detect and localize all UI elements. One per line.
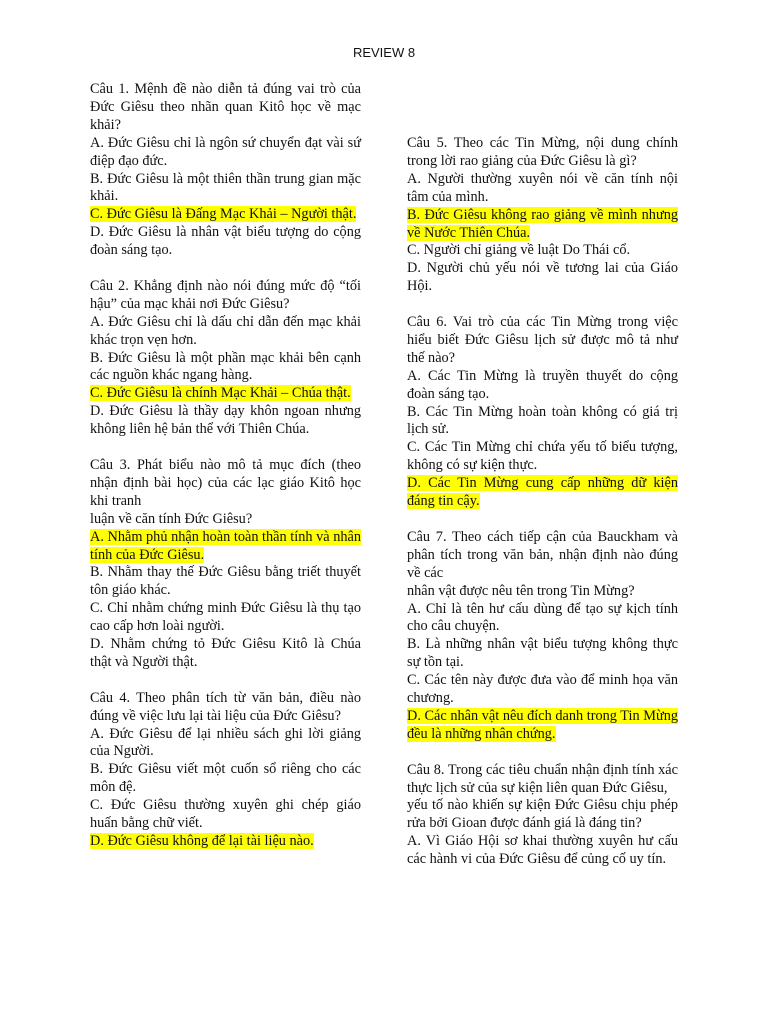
- answer-option: [90, 511, 361, 529]
- question-text: [90, 457, 361, 511]
- highlighted-text: D. Các Tin Mừng cung cấp những dữ kiện đáng tin cậy.: [407, 475, 678, 510]
- line-text: nhân vật được nêu tên trong Tin Mừng?: [407, 582, 635, 599]
- line-text: luận về căn tính Đức Giêsu?: [90, 510, 253, 527]
- answer-option: [90, 600, 361, 636]
- question-text: [90, 278, 361, 314]
- line-text: Câu 5. Theo các Tin Mừng, nội dung chính trong lời rao giảng của Đức Giêsu là gì?: [407, 135, 678, 169]
- question-block: [90, 278, 361, 439]
- line-text: C. Các tên này được đưa vào để minh họa văn chương.: [407, 672, 678, 707]
- highlighted-text: B. Đức Giêsu không rao giảng về mình nhưng về Nước Thiên Chúa.: [407, 206, 678, 241]
- line-text: A. Người thường xuyên nói về căn tính nội tâm của mình.: [407, 170, 678, 205]
- line-text: A. Chỉ là tên hư cấu dùng để tạo sự kịch tính cho câu chuyện.: [407, 600, 678, 635]
- highlighted-text: C. Đức Giêsu là Đấng Mạc Khải – Người thật.: [90, 206, 357, 223]
- answer-option: [90, 761, 361, 797]
- line-text: Câu 3. Phát biểu nào mô tả mục đích (theo nhận định bài học) của các lạc giáo Kitô học khi tranh: [90, 457, 361, 509]
- line-text: C. Chỉ nhằm chứng minh Đức Giêsu là thụ tạo cao cấp hơn loài người.: [90, 600, 361, 635]
- line-text: B. Nhằm thay thế Đức Giêsu bằng triết thuyết tôn giáo khác.: [90, 564, 361, 599]
- line-text: Câu 4. Theo phân tích từ văn bản, điều nào đúng về việc lưu lại tài liệu của Đức Giêsu?: [90, 689, 361, 724]
- line-text: C. Các Tin Mừng chỉ chứa yếu tố biểu tượng, không có sự kiện thực.: [407, 439, 678, 474]
- answer-option: [90, 314, 361, 350]
- right-column: [407, 135, 678, 887]
- question-block: [90, 457, 361, 672]
- question-text: [407, 314, 678, 368]
- line-text: A. Các Tin Mừng là truyền thuyết do cộng đoàn sáng tạo.: [407, 367, 678, 402]
- answer-option: [407, 171, 678, 207]
- answer-option-highlighted: [407, 475, 678, 511]
- line-text: D. Đức Giêsu là nhân vật biểu tượng do cộng đoàn sáng tạo.: [90, 224, 361, 259]
- answer-option: [90, 564, 361, 600]
- left-column: [90, 81, 361, 869]
- answer-option-highlighted: [90, 206, 361, 224]
- answer-option: [407, 439, 678, 475]
- question-text: [90, 81, 361, 135]
- answer-option: [407, 260, 678, 296]
- line-text: B. Đức Giêsu là một thiên thần trung gian mặc khải.: [90, 170, 361, 205]
- line-text: B. Là những nhân vật biểu tượng không thực sự tồn tại.: [407, 636, 678, 671]
- answer-option: [407, 404, 678, 440]
- answer-option: [90, 350, 361, 386]
- answer-option: [407, 636, 678, 672]
- answer-option: [407, 797, 678, 833]
- answer-option-highlighted: [407, 708, 678, 744]
- question-text: [407, 529, 678, 583]
- answer-option: [90, 171, 361, 207]
- line-text: D. Nhằm chứng tỏ Đức Giêsu Kitô là Chúa thật và Người thật.: [90, 636, 361, 670]
- answer-option: [407, 833, 678, 869]
- line-text: C. Đức Giêsu thường xuyên ghi chép giáo huấn bằng chữ viết.: [90, 797, 361, 832]
- question-text: [407, 135, 678, 171]
- question-block: [407, 529, 678, 744]
- answer-option-highlighted: [407, 207, 678, 243]
- answer-option: [407, 368, 678, 404]
- line-text: yếu tố nào khiến sự kiện Đức Giêsu chịu phép rửa bởi Gioan được đánh giá là đáng tin?: [407, 797, 678, 832]
- answer-option: [407, 672, 678, 708]
- line-text: Câu 8. Trong các tiêu chuẩn nhận định tính xác thực lịch sử của sự kiện liên quan Đức Giêsu,: [407, 761, 678, 796]
- line-text: D. Đức Giêsu là thầy dạy khôn ngoan nhưng không liên hệ bản thể với Thiên Chúa.: [90, 403, 361, 438]
- question-text: [407, 762, 678, 798]
- highlighted-text: A. Nhằm phủ nhận hoàn toàn thần tính và nhân tính của Đức Giêsu.: [90, 528, 361, 563]
- line-text: A. Đức Giêsu để lại nhiều sách ghi lời giảng của Người.: [90, 725, 361, 760]
- line-text: Câu 7. Theo cách tiếp cận của Bauckham và phân tích trong văn bản, nhận định nào đúng về các: [407, 528, 678, 581]
- line-text: B. Đức Giêsu là một phần mạc khải bên cạnh các nguồn khác ngang hàng.: [90, 349, 361, 384]
- highlighted-text: D. Các nhân vật nêu đích danh trong Tin Mừng đều là những nhân chứng.: [407, 707, 678, 742]
- line-text: Câu 6. Vai trò của các Tin Mừng trong việc hiểu biết Đức Giêsu lịch sử được mô tả như thế nào?: [407, 314, 678, 366]
- answer-option: [407, 583, 678, 601]
- question-block: [90, 690, 361, 851]
- page-title: REVIEW 8: [352, 45, 416, 60]
- answer-option: [90, 403, 361, 439]
- line-text: B. Đức Giêsu viết một cuốn sổ riêng cho các môn đệ.: [90, 761, 361, 796]
- line-text: A. Đức Giêsu chỉ là dấu chỉ dẫn đến mạc khải khác trọn vẹn hơn.: [90, 313, 361, 348]
- line-text: Câu 1. Mệnh đề nào diễn tả đúng vai trò của Đức Giêsu theo nhãn quan Kitô học về mạc khải?: [90, 81, 361, 133]
- answer-option: [407, 601, 678, 637]
- answer-option-highlighted: [90, 529, 361, 565]
- question-block: [90, 81, 361, 260]
- question-block: [407, 314, 678, 511]
- answer-option: [407, 242, 678, 260]
- answer-option: [90, 797, 361, 833]
- line-text: B. Các Tin Mừng hoàn toàn không có giá trị lịch sử.: [407, 403, 678, 438]
- line-text: Câu 2. Khẳng định nào nói đúng mức độ “tối hậu” của mạc khải nơi Đức Giêsu?: [90, 277, 361, 312]
- line-text: A. Vì Giáo Hội sơ khai thường xuyên hư cấu các hành vi của Đức Giêsu để củng cố uy tín.: [407, 833, 678, 868]
- answer-option: [90, 726, 361, 762]
- question-block: [407, 762, 678, 869]
- answer-option: [90, 224, 361, 260]
- line-text: D. Người chủ yếu nói về tương lai của Giáo Hội.: [407, 260, 678, 295]
- answer-option-highlighted: [90, 833, 361, 851]
- highlighted-text: D. Đức Giêsu không để lại tài liệu nào.: [90, 833, 314, 850]
- line-text: A. Đức Giêsu chỉ là ngôn sứ chuyển đạt vài sứ điệp đạo đức.: [90, 134, 361, 169]
- question-block: [407, 135, 678, 296]
- answer-option: [90, 636, 361, 672]
- question-text: [90, 690, 361, 726]
- highlighted-text: C. Đức Giêsu là chính Mạc Khải – Chúa thật.: [90, 385, 351, 402]
- answer-option-highlighted: [90, 385, 361, 403]
- line-text: C. Người chỉ giảng về luật Do Thái cổ.: [407, 242, 631, 259]
- answer-option: [90, 135, 361, 171]
